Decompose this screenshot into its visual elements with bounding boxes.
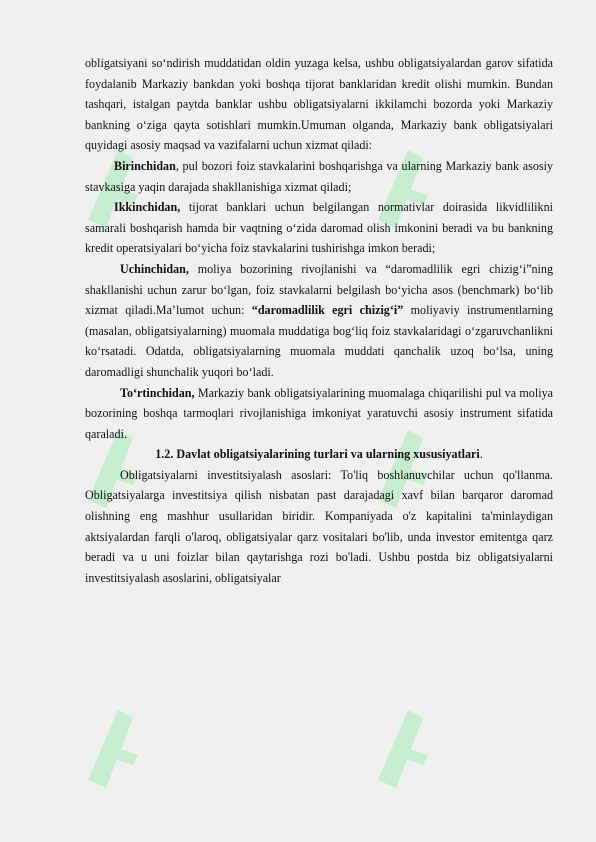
paragraph-body: moliyaviy instrumentlarning (masalan, obligatsiyalarning) muomala muddatiga bog‘liq foiz stavkalaridagi o‘zgaruvchanlikni ko‘rsatadi. Odatda, obligatsiyalarning muomala muddati qanchalik uzoq bo‘lsa, uning daromadligi shunchalik yuqori bo‘ladi.	[85, 303, 553, 379]
body-text	[85, 53, 553, 588]
paragraph-body: Markaziy bank obligatsiyalarining muomalaga chiqarilishi pul va moliya bozorining boshqa tarmoqlari rivojlanishiga imkoniyat yaratuvchi asosiy instrument sifatida qaraladi.	[85, 385, 553, 441]
paragraph-lead: Ikkinchidan,	[114, 200, 181, 215]
section-heading-dot: .	[479, 447, 483, 462]
paragraph-body: tijorat banklari uchun belgilangan normativlar doirasida likvidlilikni samarali boshqarish hamda bir vaqtning o‘zida daromad olish imkonini beradi va bu bankning kredit operatsiyalari bo‘yicha foiz stavkalarini tushirishga imkon beradi;	[85, 200, 553, 256]
paragraph-body: , pul bozori foiz stavkalarini boshqarishga va ularning Markaziy bank asosiy stavkasiga yaqin darajada shakllanishiga xizmat qiladi;	[85, 158, 553, 194]
paragraph-lead: To‘rtinchidan,	[120, 385, 195, 400]
paragraph-body: moliya bozorining rivojlanishi va “daromadlilik egri chizig‘i”ning shakllanishi uchun zarur bo‘lgan, foiz stavkalarni belgilash bo‘yicha asos (benchmark) bo‘lib xizmat qiladi.Ma’lumot uchun:	[85, 261, 553, 318]
watermark-logo-icon	[368, 700, 438, 790]
term-bold: “daromadlilik egri chizig‘i”	[251, 303, 404, 318]
paragraph-birinchidan	[85, 156, 553, 197]
paragraph-uchinchidan	[85, 259, 553, 383]
section-heading	[85, 444, 553, 465]
paragraph-lead: Uchinchidan,	[120, 261, 189, 276]
paragraph-investitsiya: Obligatsiyalarni investitsiyalash asoslari: To'liq boshlanuvchilar uchun qo'llanma. Obligatsiyalarga investitsiya qilish nisbatan past darajadagi xavf bilan barqaror daromad olishning eng mashhur usullaridan biridir. Kompaniyada o'z kapitalini ta'minlaydigan aktsiyalardan farqli o'laroq, obligatsiyalar qarz vositalari bo'lib, unda investor emitentga qarz beradi va u uni foizlar bilan qaytarishga rozi bo'ladi. Ushbu postda biz obligatsiyalarni investitsiyalash asoslarini, obligatsiyalar	[85, 467, 553, 585]
section-heading-text: 1.2. Davlat obligatsiyalarining turlari va ularning xususiyatlari	[155, 447, 480, 462]
paragraph-intro: obligatsiyani so‘ndirish muddatidan oldin yuzaga kelsa, ushbu obligatsiyalardan garov sifatida foydalanib Markaziy bankdan yoki boshqa tijorat banklaridan kredit olishi mumkin. Bundan tashqari, istalgan paytda banklar ushbu obligatsiyalarni ikkilamchi bozorda yoki Markaziy bankning o‘ziga qayta sotishlari mumkin.Umuman olganda, Markaziy bank obligatsiyalari quyidagi asosiy maqsad va vazifalarni uchun xizmat qiladi:	[85, 56, 553, 153]
paragraph-ikkinchidan	[85, 197, 553, 259]
paragraph-lead: Birinchidan	[114, 158, 176, 173]
watermark-logo-icon	[78, 700, 148, 790]
paragraph-tortinchidan	[85, 383, 553, 445]
